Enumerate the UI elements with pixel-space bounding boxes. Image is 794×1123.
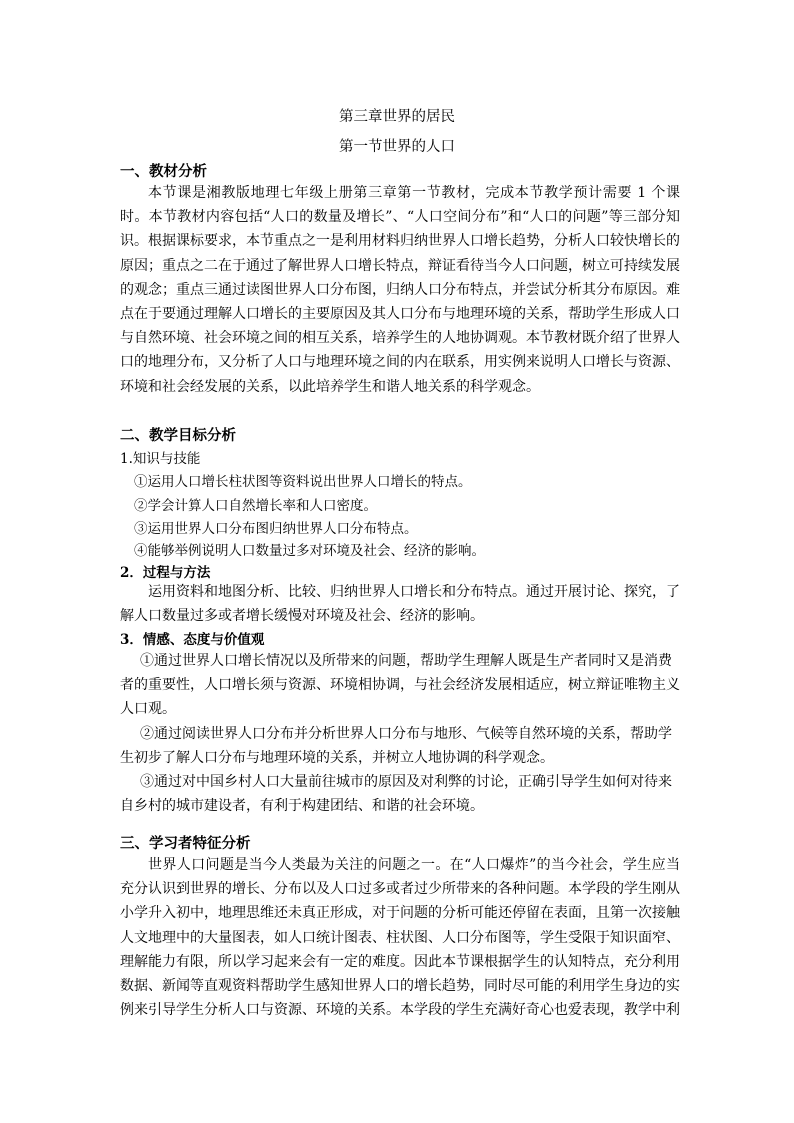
goal-item-2: ②学会计算人口自然增长率和人口密度。 — [134, 498, 377, 514]
textbook-analysis-paragraph: 本节课是湘教版地理七年级上册第三章第一节教材，完成本节教学预计需要 1 个课时。本节教材内容包括“人口的数量及增长”、“人口空间分布”和“人口的问题”等三部分知识。根据课标要求，本节重点之一是利用材料归纳世界人口增长趋势，分析人口较快增长的原因；重点之二在于通过了解世界人口增长特点，辩证看待当今人口问题，树立可持续发展的观念；重点三通过读图世界人口分布图，归纳人口分布特点，并尝试分析其分布原因。难点在于要通过理解人口增长的主要原因及其人口分布与地理环境的关系，帮助学生形成人口与自然环境、社会环境之间的相互关系，培养学生的人地协调观。本节教材既介绍了世界人口的地理分布，又分析了人口与地理环境之间的内在联系，用实例来说明人口增长与资源、环境和社会经发展的关系，以此培养学生和谐人地关系的科学观念。 — [120, 185, 680, 395]
subheading-knowledge-skills: 1.知识与技能 — [120, 451, 201, 467]
attitude-item-2: ②通过阅读世界人口分布并分析世界人口分布与地形、气候等自然环境的关系，帮助学生初步了解人口分布与地理环境的关系，并树立人地协调的科学观念。 — [120, 725, 672, 766]
heading-textbook-analysis: 一、教材分析 — [120, 163, 207, 180]
subheading-process-methods: 2．过程与方法 — [120, 565, 211, 581]
goal-item-1: ①运用人口增长柱状图等资料说出世界人口增长的特点。 — [134, 474, 472, 490]
process-methods-body — [120, 580, 680, 628]
process-methods-paragraph: 运用资料和地图分析、比较、归纳世界人口增长和分布特点。通过开展讨论、探究，了解人口数量过多或者增长缓慢对环境及社会、经济的影响。 — [120, 584, 680, 625]
section-title: 第一节世界的人口 — [339, 139, 455, 155]
chapter-title: 第三章世界的居民 — [339, 109, 455, 125]
heading-teaching-goals: 二、教学目标分析 — [120, 427, 236, 444]
heading-learner-analysis: 三、学习者特征分析 — [120, 835, 251, 852]
attitude-item-1: ①通过世界人口增长情况以及所带来的问题，帮助学生理解人既是生产者同时又是消费者的重要性，人口增长须与资源、环境相协调，与社会经济发展相适应，树立辩证唯物主义人口观。 — [120, 653, 680, 718]
textbook-analysis-body — [120, 181, 680, 399]
goal-item-4: ④能够举例说明人口数量过多对环境及社会、经济的影响。 — [134, 543, 485, 559]
attitudes-values-body — [120, 649, 680, 818]
learner-analysis-body — [120, 853, 680, 1022]
attitude-item-3: ③通过对中国乡村人口大量前往城市的原因及对利弊的讨论，正确引导学生如何对待来自乡村的城市建设者，有利于构建团结、和谐的社会环境。 — [120, 774, 672, 815]
subheading-attitudes-values: 3．情感、态度与价值观 — [120, 632, 265, 648]
goal-item-3: ③运用世界人口分布图归纳世界人口分布特点。 — [134, 521, 418, 537]
learner-analysis-paragraph: 世界人口问题是当今人类最为关注的问题之一。在“人口爆炸”的当今社会，学生应当充分认识到世界的增长、分布以及人口过多或者过少所带来的各种问题。本学段的学生刚从小学升入初中，地理思维还未真正形成，对于问题的分析可能还停留在表面，且第一次接触人文地理中的大量图表，如人口统计图表、柱状图、人口分布图等，学生受限于知识面窄、理解能力有限，所以学习起来会有一定的难度。因此本节课根据学生的认知特点，充分利用数据、新闻等直观资料帮助学生感知世界人口的增长趋势，同时尽可能的利用学生身边的实例来引导学生分析人口与资源、环境的关系。本学段的学生充满好奇心也爱表现，教学中利 — [120, 857, 680, 1019]
